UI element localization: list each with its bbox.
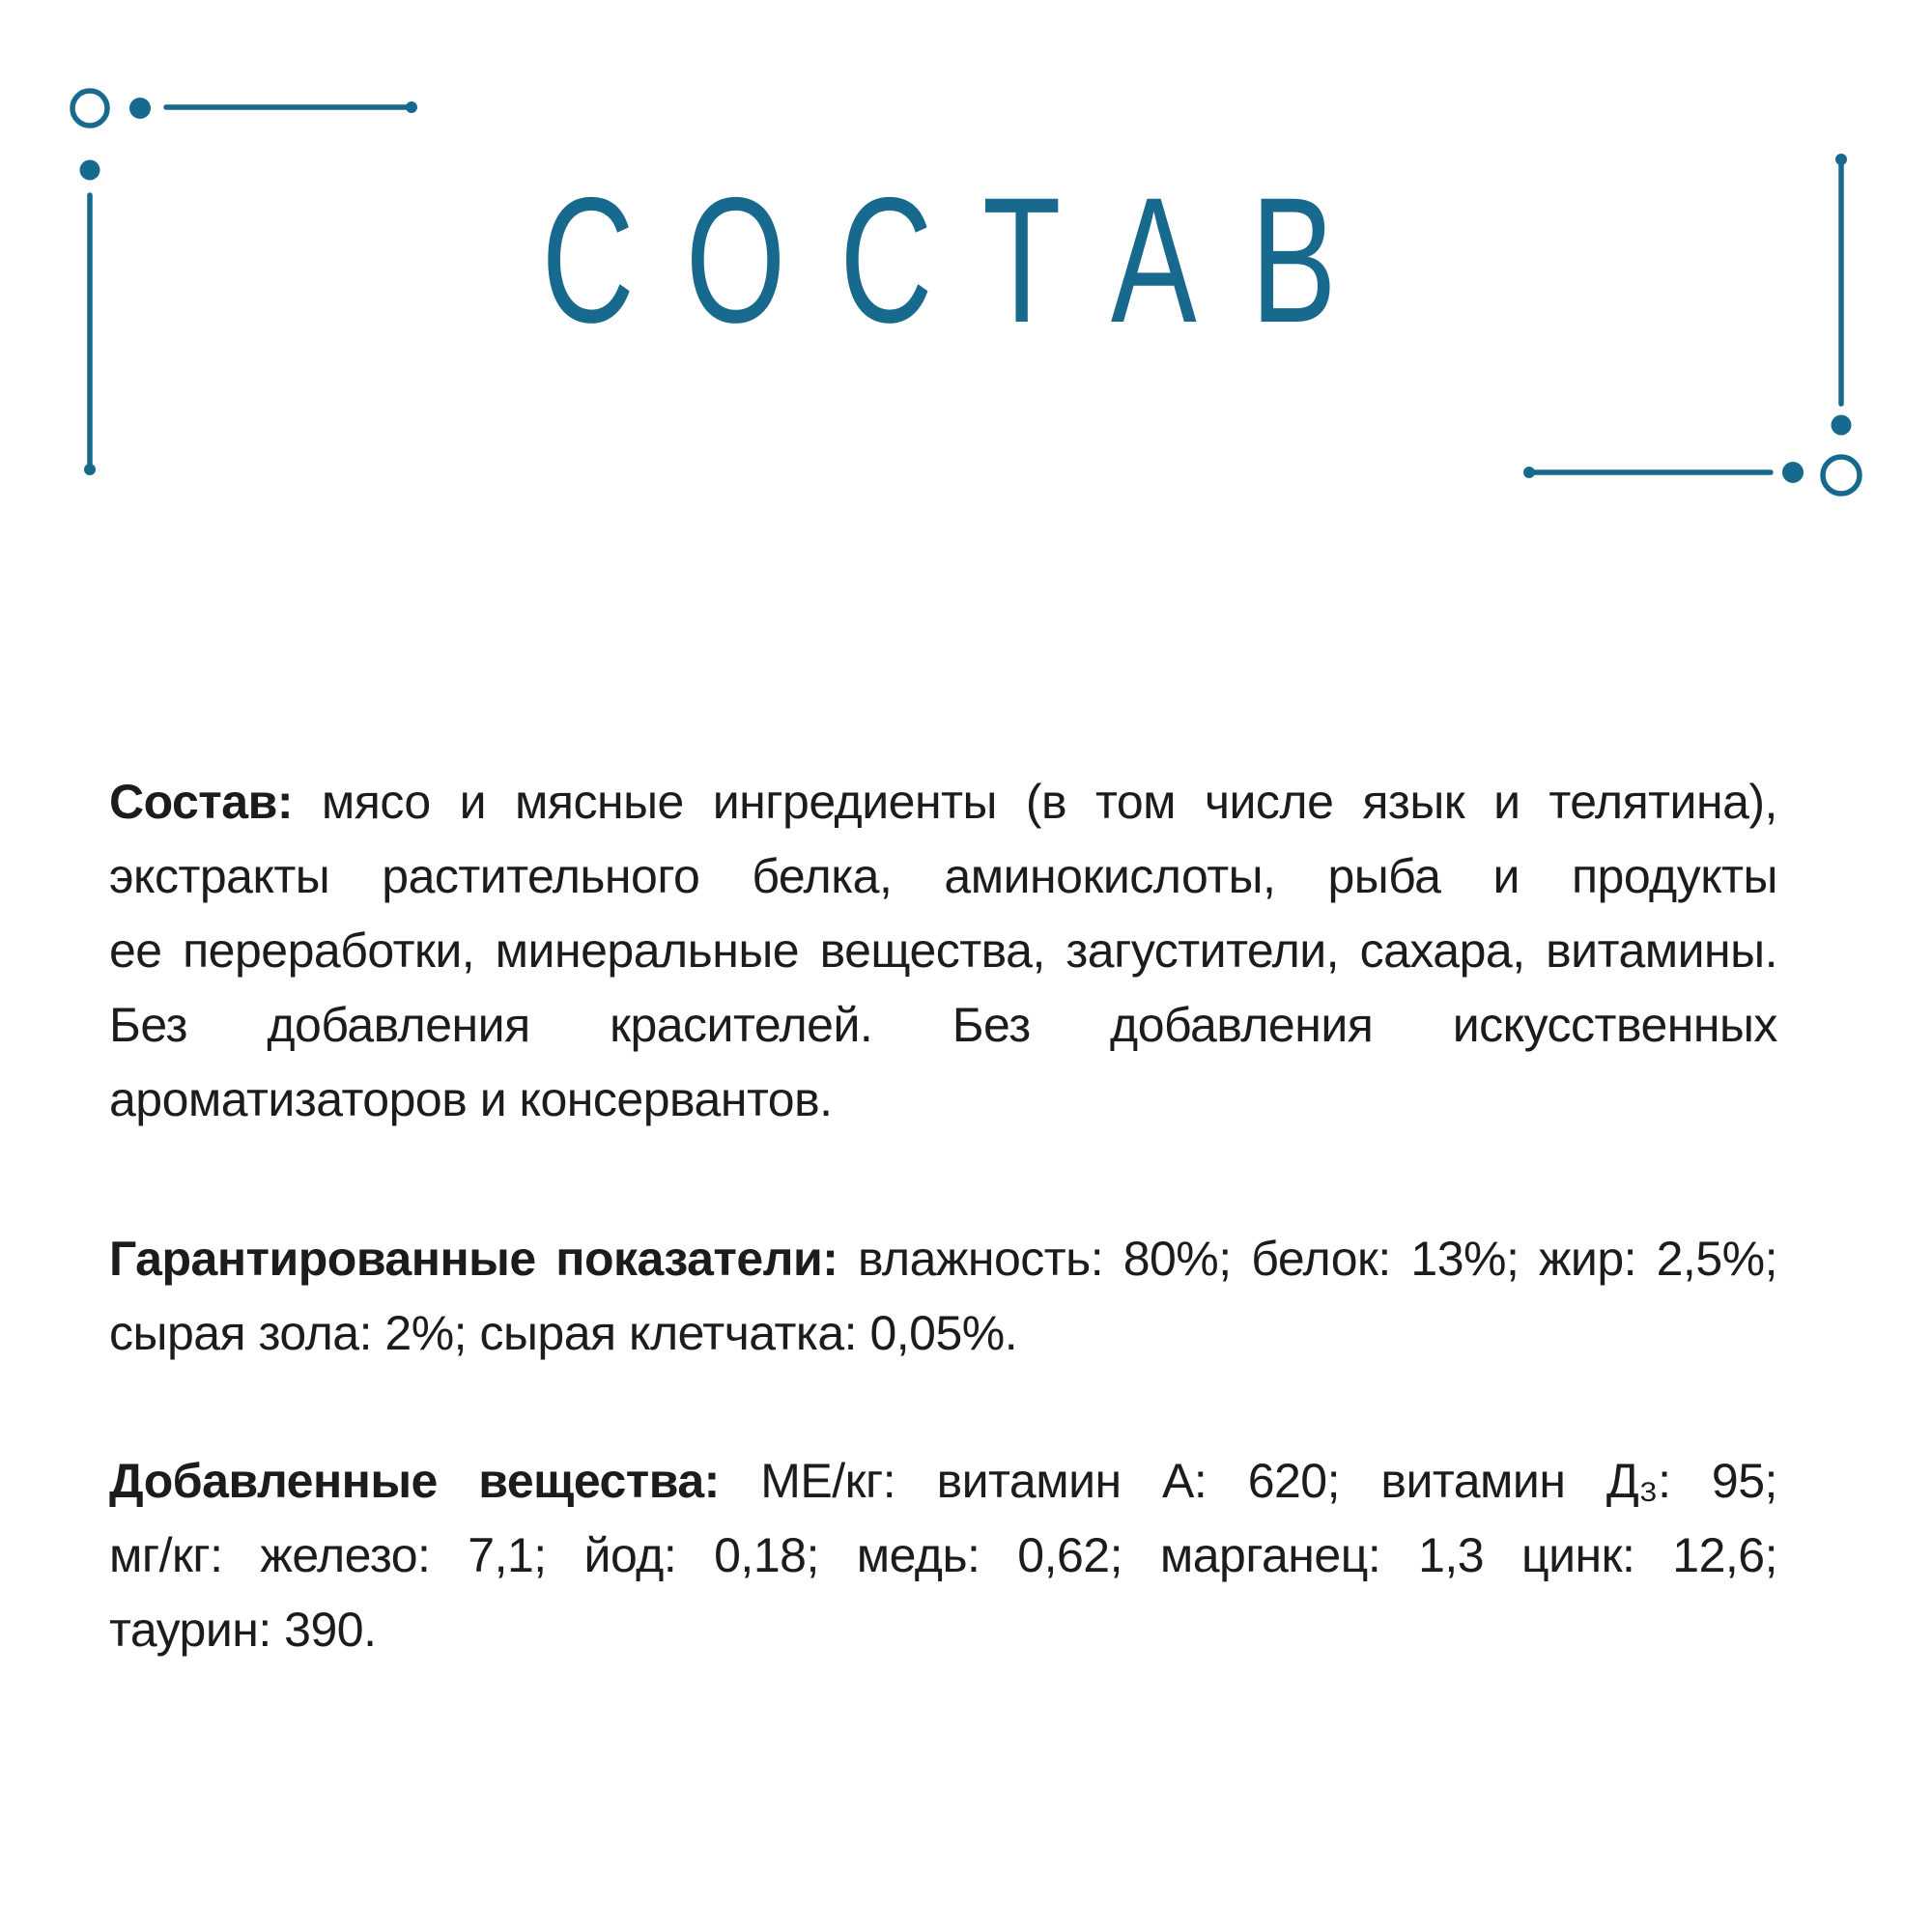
word: Д₃: bbox=[1605, 1454, 1671, 1508]
word: мясные bbox=[515, 775, 684, 829]
word: витамин bbox=[1380, 1454, 1566, 1508]
lead-word: Гарантированные bbox=[109, 1232, 536, 1286]
word: переработки, bbox=[183, 923, 475, 978]
word: 390. bbox=[284, 1603, 377, 1657]
paragraph-added-substances bbox=[109, 1444, 1777, 1667]
word: ароматизаторов bbox=[109, 1072, 468, 1126]
word: растительного bbox=[382, 849, 700, 903]
word: сырая bbox=[479, 1306, 616, 1360]
paragraph-composition bbox=[109, 765, 1777, 1137]
word: сырая bbox=[109, 1306, 246, 1360]
word: Без bbox=[952, 998, 1031, 1052]
word: ингредиенты bbox=[712, 775, 997, 829]
word: язык bbox=[1362, 775, 1465, 829]
word: МЕ/кг: bbox=[760, 1454, 896, 1508]
word: загустители, bbox=[1065, 923, 1340, 978]
word: 1,3 bbox=[1418, 1528, 1485, 1582]
word: белок: bbox=[1251, 1232, 1391, 1286]
word: медь: bbox=[856, 1528, 980, 1582]
text-line bbox=[109, 1444, 1777, 1519]
word: 13%; bbox=[1410, 1232, 1520, 1286]
text-line bbox=[109, 914, 1777, 988]
lead-word: Добавленные bbox=[109, 1454, 438, 1508]
word: 7,1; bbox=[468, 1528, 547, 1582]
word: том bbox=[1094, 775, 1177, 829]
word: 12,6; bbox=[1672, 1528, 1777, 1582]
word: добавления bbox=[267, 998, 530, 1052]
word: клетчатка: bbox=[629, 1306, 858, 1360]
word: рыба bbox=[1327, 849, 1441, 903]
word: витамин bbox=[936, 1454, 1122, 1508]
word: и bbox=[459, 775, 487, 829]
word: йод: bbox=[583, 1528, 677, 1582]
word: марганец: bbox=[1159, 1528, 1381, 1582]
word: влажность: bbox=[857, 1232, 1104, 1286]
text-line bbox=[109, 988, 1777, 1063]
word: вещества, bbox=[819, 923, 1045, 978]
word: минеральные bbox=[495, 923, 800, 978]
word: белка, bbox=[752, 849, 893, 903]
word: добавления bbox=[1110, 998, 1374, 1052]
word: и bbox=[1492, 849, 1520, 903]
word: 0,62; bbox=[1017, 1528, 1122, 1582]
word: консервантов. bbox=[519, 1072, 833, 1126]
lead-word: вещества: bbox=[478, 1454, 720, 1508]
text-line bbox=[109, 1222, 1777, 1296]
word: 2%; bbox=[384, 1306, 468, 1360]
word: и bbox=[1493, 775, 1520, 829]
text-line bbox=[109, 1063, 1777, 1137]
word: экстракты bbox=[109, 849, 330, 903]
lead-word: показатели: bbox=[555, 1232, 838, 1286]
text-line bbox=[109, 765, 1777, 839]
text-line bbox=[109, 1519, 1777, 1593]
word: 0,18; bbox=[714, 1528, 819, 1582]
word: жир: bbox=[1538, 1232, 1637, 1286]
word: и bbox=[479, 1072, 507, 1126]
word: продукты bbox=[1571, 849, 1777, 903]
text-line bbox=[109, 1296, 1777, 1371]
word: мг/кг: bbox=[109, 1528, 223, 1582]
word: красителей. bbox=[610, 998, 873, 1052]
word: А: bbox=[1162, 1454, 1208, 1508]
word: 95; bbox=[1711, 1454, 1777, 1508]
page-title: СОСТАВ bbox=[541, 161, 1391, 360]
word: железо: bbox=[260, 1528, 431, 1582]
word: искусственных bbox=[1452, 998, 1777, 1052]
ingredients-text bbox=[109, 765, 1777, 1667]
text-line bbox=[109, 839, 1777, 914]
word: аминокислоты, bbox=[944, 849, 1276, 903]
word: 2,5%; bbox=[1656, 1232, 1777, 1286]
word: 80%; bbox=[1122, 1232, 1232, 1286]
word: витамины. bbox=[1546, 923, 1777, 978]
word: сахара, bbox=[1359, 923, 1525, 978]
word: цинк: bbox=[1520, 1528, 1635, 1582]
word: Без bbox=[109, 998, 187, 1052]
paragraph-guaranteed-analysis bbox=[109, 1222, 1777, 1371]
word: 0,05%. bbox=[869, 1306, 1018, 1360]
word: телятина), bbox=[1548, 775, 1777, 829]
lead-word: Состав: bbox=[109, 775, 293, 829]
word: (в bbox=[1025, 775, 1067, 829]
word: ее bbox=[109, 923, 162, 978]
text-line bbox=[109, 1593, 1777, 1667]
word: зола: bbox=[258, 1306, 372, 1360]
word: мясо bbox=[321, 775, 431, 829]
word: числе bbox=[1204, 775, 1334, 829]
word: 620; bbox=[1247, 1454, 1341, 1508]
word: таурин: bbox=[109, 1603, 271, 1657]
